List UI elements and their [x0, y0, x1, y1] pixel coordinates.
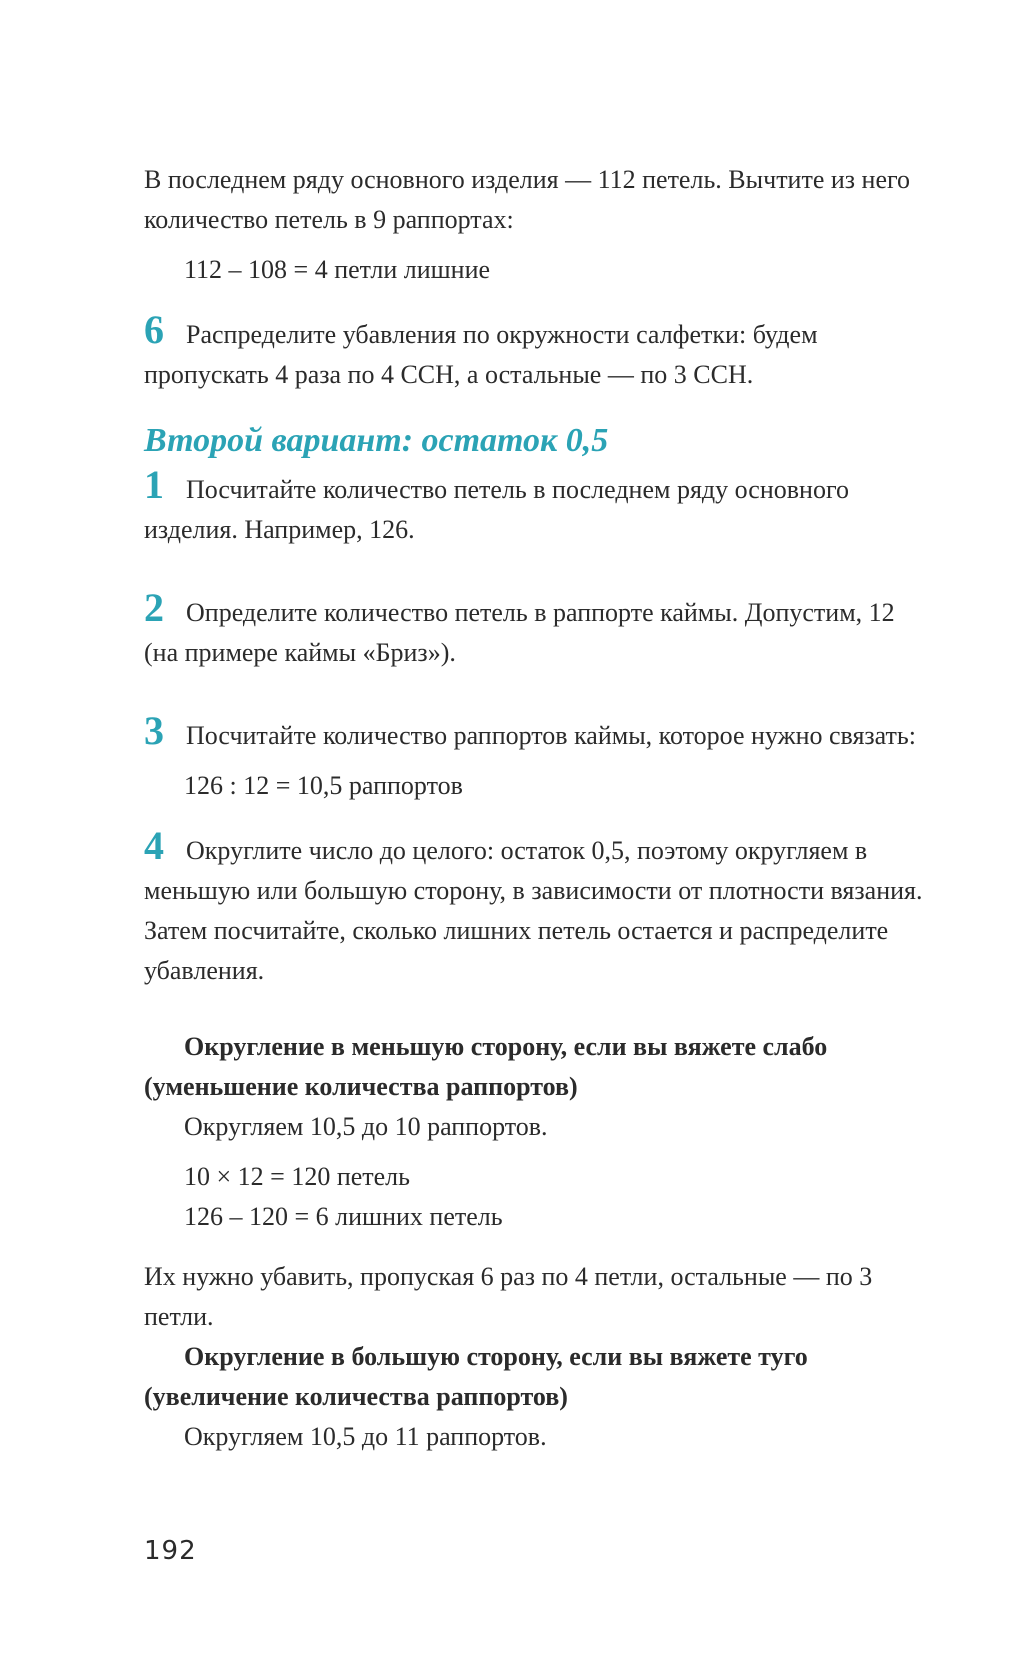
step-4 [144, 823, 934, 991]
step-3 [144, 708, 934, 756]
page-number: 192 [144, 1536, 197, 1566]
step-2 [144, 585, 934, 673]
round-down-heading: Округление в меньшую сторону, если вы вяжете слабо (уменьшение количества раппортов) [144, 1032, 828, 1101]
step-text: Посчитайте количество раппортов каймы, которое нужно связать: [186, 721, 916, 750]
step-text: Округлите число до целого: остаток 0,5, поэтому округляем в меньшую или большую сторону, в зависимости от плотности вязания. Затем посчитайте, сколько лишних петель остается и распределите убавления. [144, 836, 923, 985]
section-heading: Второй вариант: остаток 0,5 [144, 422, 609, 459]
round-up-heading: Округление в большую сторону, если вы вяжете туго (увеличение количества раппортов) [144, 1342, 808, 1411]
step-6 [144, 307, 934, 395]
step-text: Распределите убавления по окружности салфетки: будем пропускать 4 раза по 4 ССН, а остальные — по 3 ССН. [144, 320, 818, 389]
step-number: 1 [144, 462, 164, 507]
step-text: Определите количество петель в раппорте каймы. Допустим, 12 (на примере каймы «Бриз»). [144, 598, 895, 667]
formula-extra-stitches: 112 – 108 = 4 петли лишние [184, 255, 491, 284]
step-number: 2 [144, 585, 164, 630]
round-down-text: Округляем 10,5 до 10 раппортов. [184, 1112, 548, 1141]
step-number: 4 [144, 823, 164, 868]
step-number: 3 [144, 708, 164, 753]
page-content [144, 160, 934, 1457]
formula-down-1: 10 × 12 = 120 петель [184, 1162, 411, 1191]
formula-repeats: 126 : 12 = 10,5 раппортов [184, 771, 463, 800]
step-1 [144, 462, 934, 550]
paragraph-decrease: Их нужно убавить, пропуская 6 раз по 4 петли, остальные — по 3 петли. [144, 1262, 873, 1331]
round-up-text: Округляем 10,5 до 11 раппортов. [184, 1422, 547, 1451]
step-text: Посчитайте количество петель в последнем ряду основного изделия. Например, 126. [144, 475, 849, 544]
step-number: 6 [144, 307, 164, 352]
paragraph-intro: В последнем ряду основного изделия — 112 петель. Вычтите из него количество петель в 9 раппортах: [144, 165, 911, 234]
formula-down-2: 126 – 120 = 6 лишних петель [184, 1202, 503, 1231]
